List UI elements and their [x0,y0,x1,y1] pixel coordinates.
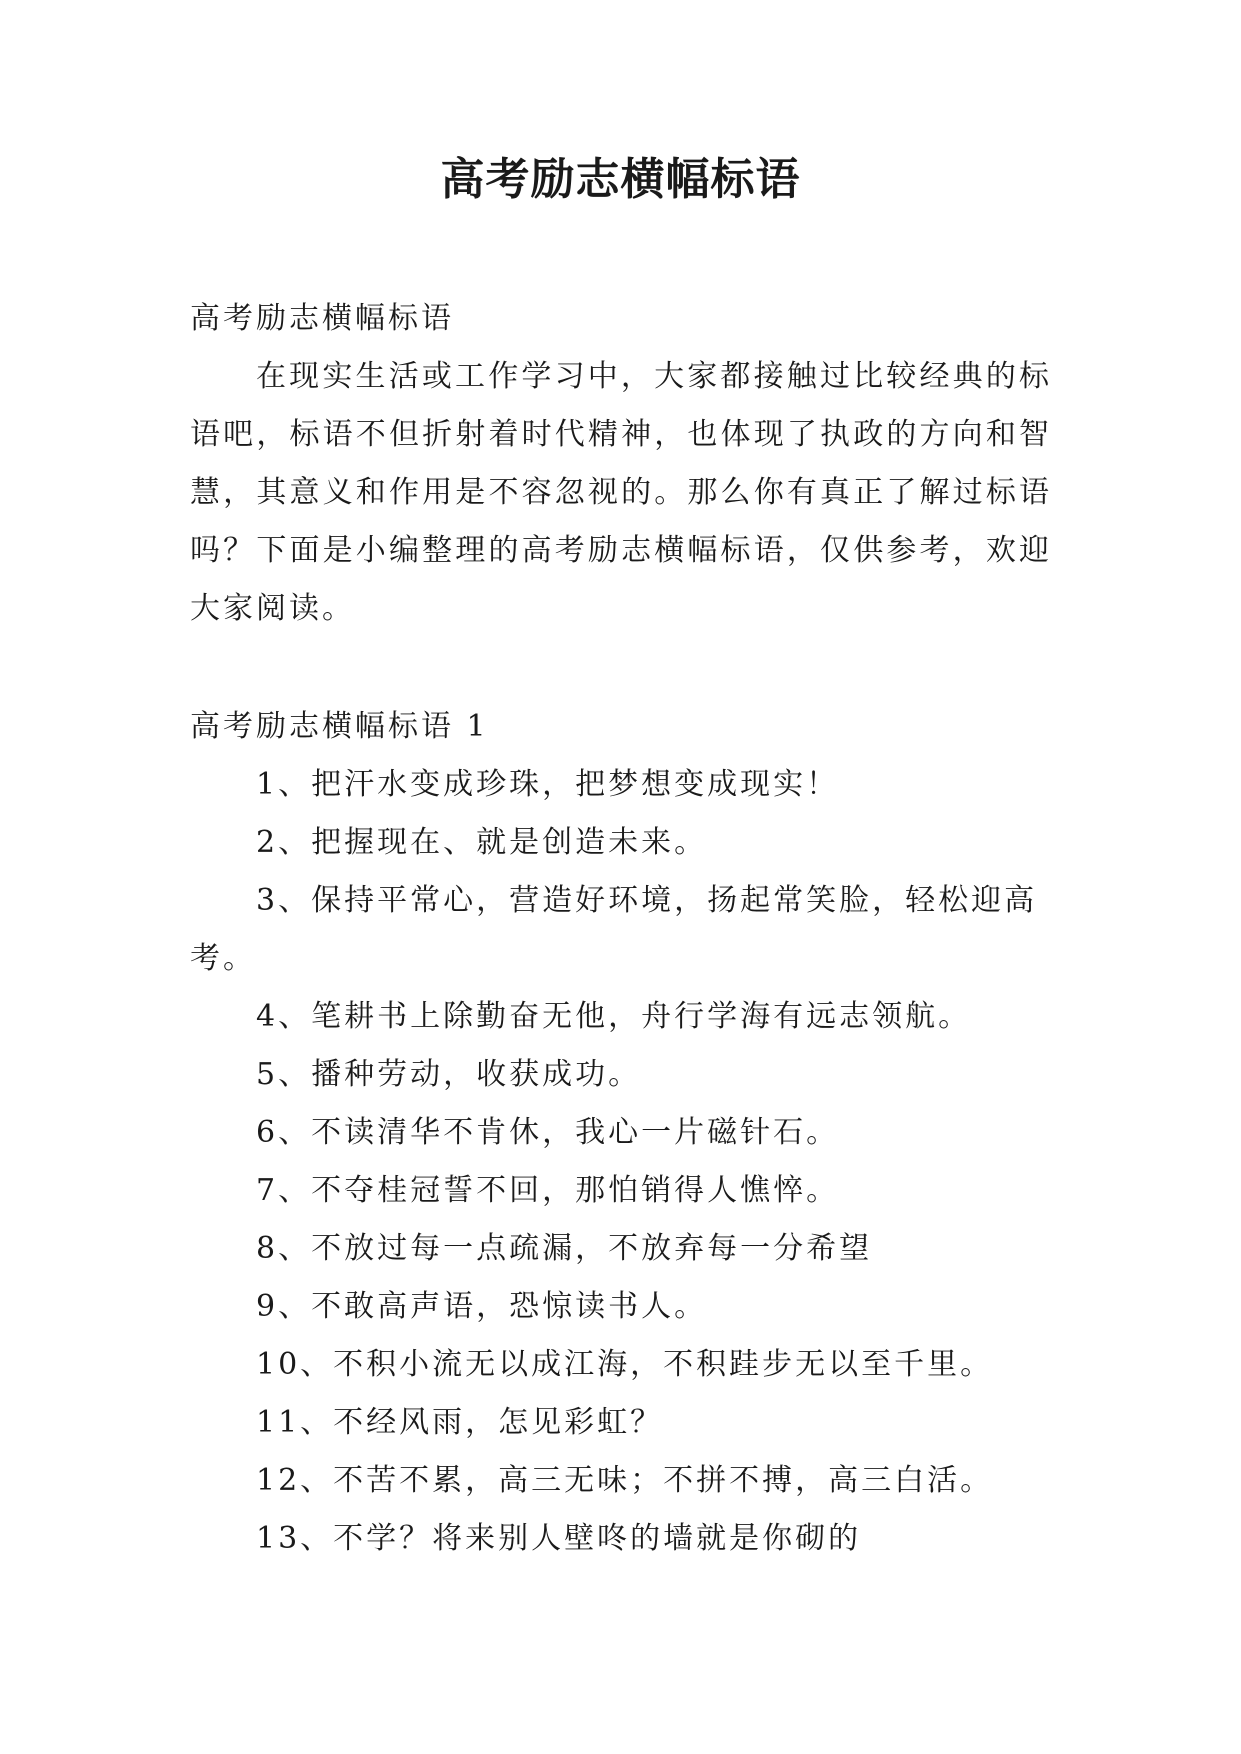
slogan-item: 9、不敢高声语，恐惊读书人。 [256,1289,708,1324]
slogan-item: 6、不读清华不肯休，我心一片磁针石。 [256,1115,840,1150]
slogan-item: 5、播种劳动，收获成功。 [256,1057,642,1092]
intro-paragraph: 在现实生活或工作学习中，大家都接触过比较经典的标语吧，标语不但折射着时代精神，也体现了执政的方向和智慧，其意义和作用是不容忽视的。那么你有真正了解过标语吗？下面是小编整理的高考励志横幅标语，仅供参考，欢迎大家阅读。 [190,359,1052,626]
slogan-list [190,756,1052,1568]
slogan-item: 10、不积小流无以成江海，不积跬步无以至千里。 [256,1347,994,1382]
section-title: 高考励志横幅标语 1 [190,709,489,744]
slogan-item: 7、不夺桂冠誓不回，那怕销得人憔悴。 [256,1173,840,1208]
slogan-item: 12、不苦不累，高三无味；不拼不搏，高三白活。 [256,1463,994,1498]
document-title: 高考励志横幅标语 [440,154,801,205]
slogan-item: 13、不学？将来别人壁咚的墙就是你砌的 [256,1521,862,1556]
slogan-item: 1、把汗水变成珍珠，把梦想变成现实！ [256,767,840,802]
slogan-item: 2、把握现在、就是创造未来。 [256,825,708,860]
slogan-item: 3、保持平常心，营造好环境，扬起常笑脸，轻松迎高考。 [190,883,1038,976]
slogan-item: 8、不放过每一点疏漏，不放弃每一分希望 [256,1231,873,1266]
slogan-item: 11、不经风雨，怎见彩虹？ [256,1405,664,1440]
article-heading: 高考励志横幅标语 [190,301,454,336]
slogan-item: 4、笔耕书上除勤奋无他，舟行学海有远志领航。 [256,999,972,1034]
